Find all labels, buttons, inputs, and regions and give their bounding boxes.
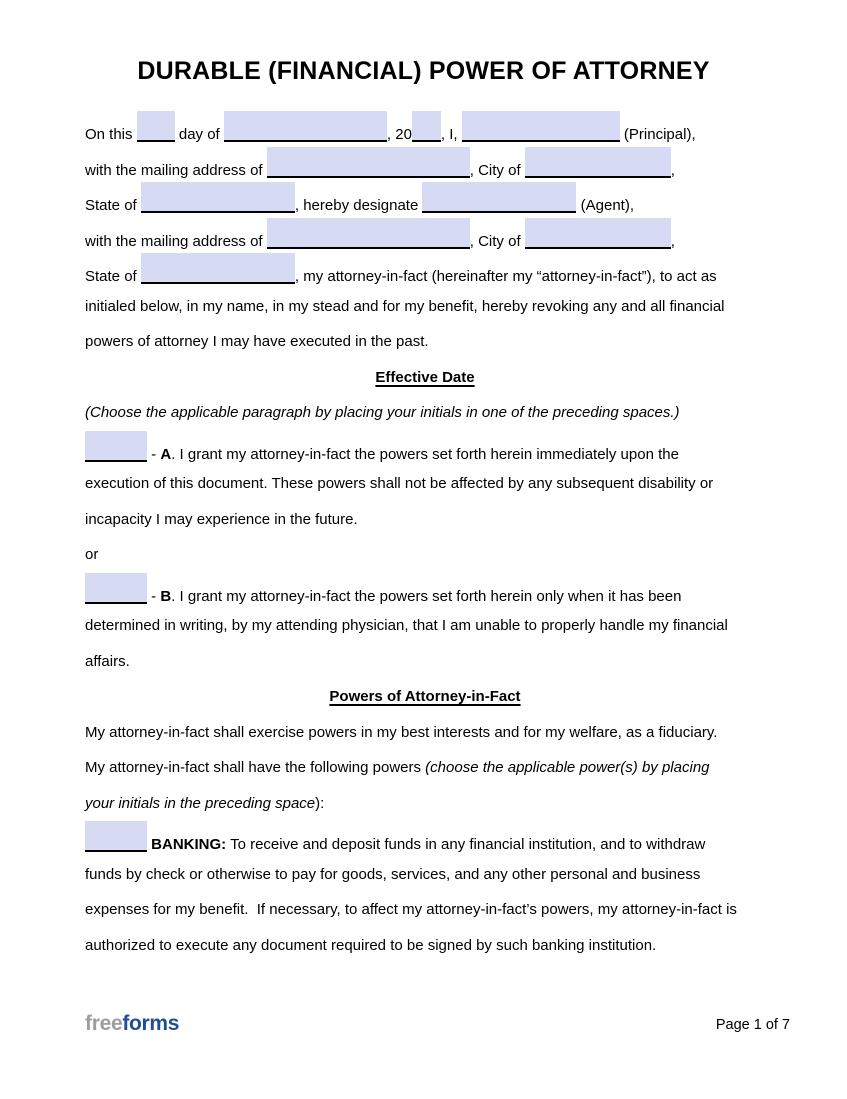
text-run: with the mailing address of (85, 161, 267, 179)
document-line (85, 715, 765, 751)
text-run: or (85, 546, 99, 563)
text-run: affairs. (85, 652, 130, 670)
document-line (85, 786, 765, 822)
year-field[interactable] (412, 111, 441, 142)
document-line (85, 537, 765, 573)
page-number: Page 1 of 7 (715, 1017, 790, 1033)
text-run: incapacity I may experience in the future. (85, 510, 358, 528)
agent-state-field[interactable] (141, 253, 295, 284)
freeforms-logo (85, 1012, 179, 1036)
text-run: determined in writing, by my attending physician, that I am unable to properly handle my financial (85, 617, 728, 634)
text-run: (Principal), (619, 126, 696, 143)
text-run: (Agent), (576, 197, 634, 214)
text-run: BANKING: (151, 836, 227, 853)
document-line (85, 253, 765, 289)
text-run: (choose the applicable power(s) by placing (425, 759, 710, 776)
document-line (85, 502, 765, 538)
banking-initials-field[interactable] (85, 821, 147, 852)
month-field[interactable] (224, 111, 387, 142)
heading-powers-of-attorney-in-fact-text: Powers of Attorney-in-Fact (329, 688, 521, 705)
principal-city-field[interactable] (525, 147, 671, 178)
document-line (85, 466, 765, 502)
document-line (85, 111, 765, 147)
text-run: State of (85, 197, 141, 214)
text-run: , my attorney-in-fact (hereinafter my “attorney-in-fact”), to act as (294, 268, 717, 285)
text-run: ): (315, 794, 325, 812)
principal-state-field[interactable] (141, 182, 295, 213)
heading-effective-date (85, 360, 765, 396)
text-run: - (147, 445, 161, 463)
agent-address-field[interactable] (267, 218, 470, 249)
text-run: To receive and deposit funds in any financial institution, and to withdraw (226, 836, 706, 853)
text-run: day of (174, 126, 224, 143)
text-run: , City of (469, 232, 525, 250)
document-line (85, 644, 765, 680)
document-line (85, 821, 765, 857)
text-run: A (160, 445, 172, 463)
document-line (85, 182, 765, 218)
text-run: B (160, 587, 172, 605)
document-title: DURABLE (FINANCIAL) POWER OF ATTORNEY (137, 57, 710, 85)
text-run: (Choose the applicable paragraph by placing your initials in one of the preceding spaces.) (85, 404, 680, 421)
text-run: - (147, 587, 161, 605)
text-run: My attorney-in-fact shall exercise powers in my best interests and for my welfare, as a fiduciary. (85, 723, 718, 741)
document-line (85, 431, 765, 467)
text-run: . I grant my attorney-in-fact the powers set forth herein immediately upon the (171, 445, 679, 463)
document-line (85, 750, 765, 786)
text-run: My attorney-in-fact shall have the following powers (85, 759, 426, 776)
text-run: with the mailing address of (85, 232, 267, 250)
option-a-initials-field[interactable] (85, 431, 147, 462)
text-run: , City of (469, 161, 525, 179)
document-line (85, 218, 765, 254)
heading-effective-date-text: Effective Date (375, 368, 475, 386)
day-field[interactable] (137, 111, 175, 142)
logo-free-text: free (85, 1012, 123, 1035)
principal-address-field[interactable] (267, 147, 470, 178)
text-run: execution of this document. These powers shall not be affected by any subsequent disability or (85, 475, 714, 492)
principal-name-field[interactable] (462, 111, 620, 142)
text-run: funds by check or otherwise to pay for goods, services, and any other personal and business (85, 865, 701, 883)
document-line (85, 892, 765, 928)
document-line (85, 608, 765, 644)
document-line (85, 324, 765, 360)
document-line (85, 573, 765, 609)
page-footer (85, 1012, 790, 1036)
agent-city-field[interactable] (525, 218, 671, 249)
agent-name-field[interactable] (422, 182, 576, 213)
document-body (85, 111, 765, 963)
text-run: , (670, 232, 675, 250)
document-line (85, 147, 765, 183)
text-run: , 20 (386, 126, 412, 143)
document-line (85, 857, 765, 893)
text-run: , I, (440, 126, 462, 143)
logo-forms-text: forms (122, 1012, 180, 1035)
text-run: , hereby designate (294, 197, 423, 214)
text-run: your initials in the preceding space (85, 794, 316, 812)
document-line (85, 289, 765, 325)
text-run: authorized to execute any document required to be signed by such banking institution. (85, 936, 657, 954)
text-run: State of (85, 268, 141, 285)
text-run: , (670, 161, 675, 179)
text-run: initialed below, in my name, in my stead and for my benefit, hereby revoking any and all financial (85, 297, 725, 315)
option-b-initials-field[interactable] (85, 573, 147, 604)
heading-powers-of-attorney-in-fact (85, 679, 765, 715)
text-run: expenses for my benefit. If necessary, to affect my attorney-in-fact’s powers, my attorney-in-fact is (85, 901, 737, 918)
text-run: . I grant my attorney-in-fact the powers set forth herein only when it has been (171, 587, 682, 605)
text-run: powers of attorney I may have executed in the past. (85, 333, 429, 350)
text-run: On this (85, 126, 137, 143)
document-line (85, 928, 765, 964)
document-line (85, 395, 765, 431)
